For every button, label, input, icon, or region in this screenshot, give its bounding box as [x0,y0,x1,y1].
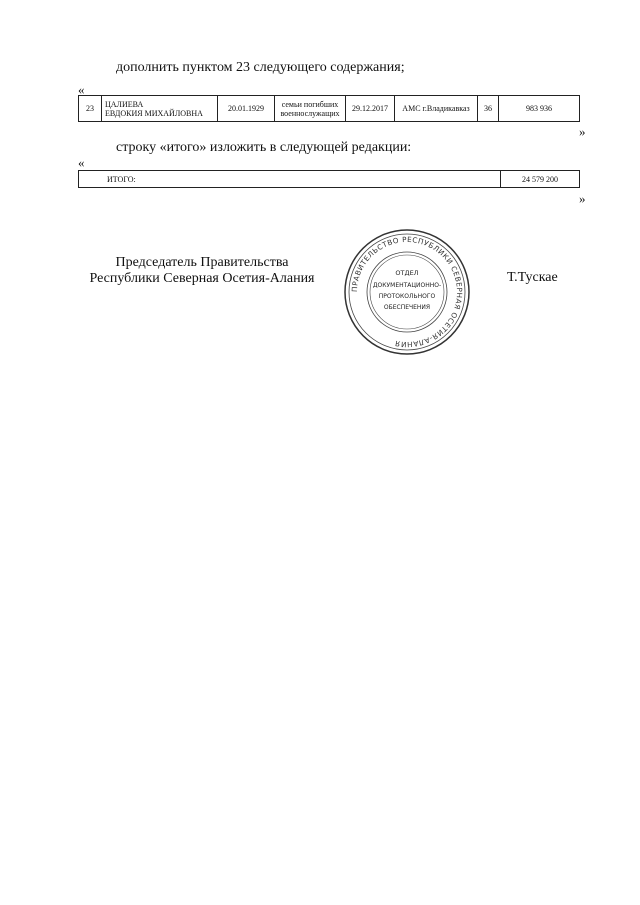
stamp-line4: ОБЕСПЕЧЕНИЯ [383,304,431,311]
signature-line2: Республики Северная Осетия-Алания [89,271,315,286]
stamp-ring-text: ПРАВИТЕЛЬСТВО РЕСПУБЛИКИ СЕВЕРНАЯ ОСЕТИЯ-АЛАНИЯ [349,234,465,350]
stamp-line1: ОТДЕЛ [395,269,419,277]
item-23-table [78,95,580,122]
cell-name [102,96,218,122]
stamp-seal [342,227,472,357]
stamp-line3: ПРОТОКОЛЬНОГО [378,293,436,300]
quote-close-2: » [579,191,586,206]
signature-line1: Председатель Правительства [115,255,289,270]
quote-open: « [78,82,85,97]
cell-number: 23 [79,96,102,122]
cell-area: 36 [478,96,499,122]
signature-name: Т.Тускае [507,270,558,285]
cell-place: АМС г.Владикавказ [395,96,478,122]
signature-title [86,255,318,287]
name-line1: ЦАЛИЕВА [105,99,144,109]
name-line2: ЕВДОКИЯ МИХАЙЛОВНА [105,108,203,118]
total-table [78,170,580,188]
cell-total-value: 24 579 200 [501,171,580,188]
table-row [79,96,580,122]
quote-close: » [579,124,586,139]
cell-reg-date: 29.12.2017 [346,96,395,122]
cell-category [275,96,346,122]
cell-amount: 983 936 [499,96,580,122]
category-line1: семьи погибших [281,99,339,109]
cell-total-label: ИТОГО: [79,171,501,188]
category-line2: военнослужащих [280,108,340,118]
quote-open-2: « [78,155,85,170]
paragraph-total-edit: строку «итого» изложить в следующей редакции: [116,140,412,155]
cell-birth-date: 20.01.1929 [218,96,275,122]
official-stamp [342,227,472,357]
stamp-line2: ДОКУМЕНТАЦИОННО- [372,282,442,289]
paragraph-add-item: дополнить пунктом 23 следующего содержания; [116,60,405,75]
table-row [79,171,580,188]
